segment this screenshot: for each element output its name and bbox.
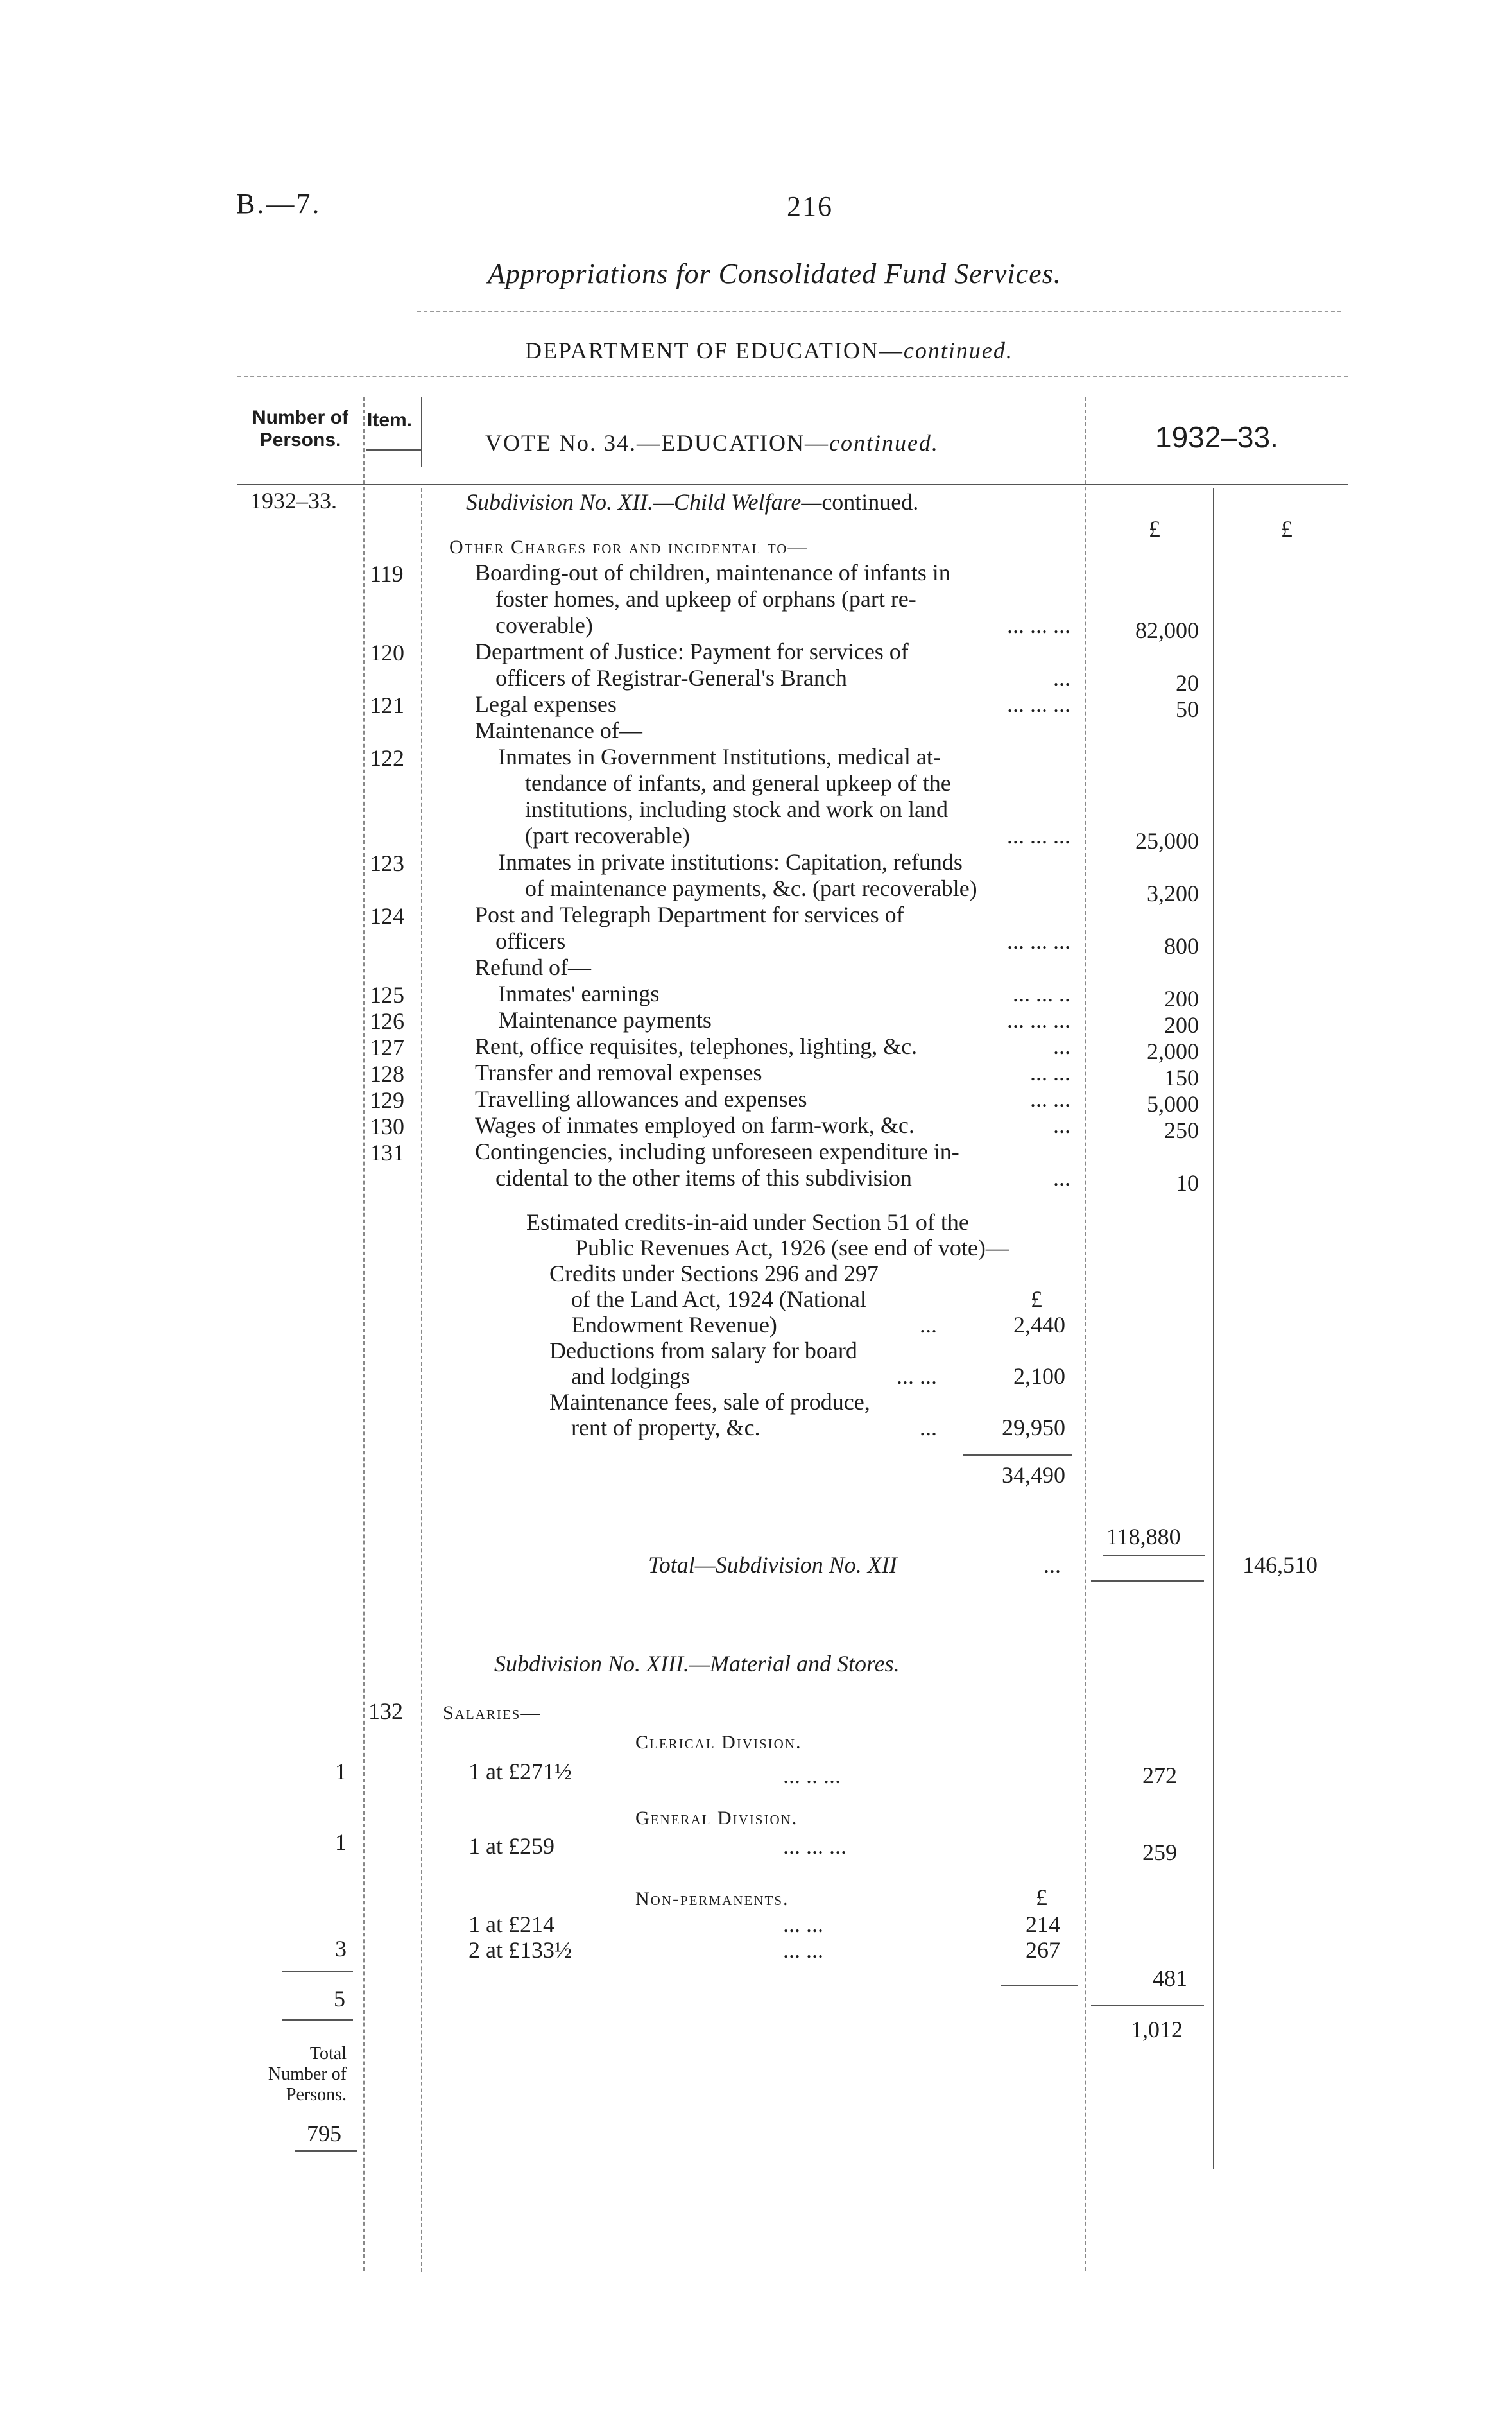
- table-top-rule: [237, 376, 1348, 377]
- credits-intro-line: Public Revenues Act, 1926 (see end of vote)—: [575, 1235, 1009, 1261]
- credits-total-rule: [963, 1454, 1072, 1456]
- item-number: 119: [370, 561, 404, 587]
- total-persons-rule: [295, 2150, 357, 2152]
- subdivision-12-total-col1: 118,880: [1106, 1524, 1181, 1549]
- year-heading: 1932–33.: [1155, 420, 1278, 454]
- item-number: 127: [370, 1035, 404, 1060]
- item-leader: ... ...: [1030, 1060, 1070, 1085]
- persons-column-heading: Number of Persons.: [252, 407, 348, 451]
- persons-sum-rule: [282, 1971, 353, 1972]
- item-leader: ... ... ...: [1007, 612, 1070, 638]
- salaries-heading: Salaries—: [443, 1702, 542, 1723]
- item-number: 122: [370, 745, 404, 771]
- table-header-rule: [237, 484, 1348, 485]
- non-permanents-total: 481: [1153, 1965, 1187, 1991]
- pound-sign-col1: £: [1149, 516, 1160, 542]
- credits-total: 34,490: [1002, 1462, 1065, 1488]
- item-description-line: Wages of inmates employed on farm-work, &c.: [475, 1112, 915, 1138]
- credit-amount: 29,950: [1002, 1415, 1065, 1440]
- col-rule-item-head: [421, 397, 422, 467]
- item-number: 129: [370, 1087, 404, 1113]
- total-under-rule: [1091, 1580, 1204, 1582]
- subdivision-12-total-col2: 146,510: [1242, 1552, 1318, 1578]
- credit-description-line: Deductions from salary for board: [549, 1338, 857, 1363]
- item-number: 121: [370, 693, 404, 718]
- credits-intro-line: Estimated credits-in-aid under Section 51 of the: [526, 1209, 969, 1235]
- item-leader: ...: [1053, 1112, 1070, 1138]
- item-amount: 150: [1164, 1065, 1199, 1091]
- item-leader: ...: [1053, 1165, 1070, 1191]
- clerical-persons: 1: [335, 1759, 347, 1784]
- item-amount: 800: [1164, 933, 1199, 959]
- non-permanent-amount: 214: [1026, 1911, 1060, 1937]
- persons-subtotal: 5: [334, 1986, 345, 2012]
- non-permanents-heading: Non-permanents.: [635, 1888, 789, 1910]
- total-persons-label-line: Number of: [268, 2064, 347, 2085]
- non-permanents-rule: [1001, 1985, 1078, 1986]
- non-permanent-leader: ... ...: [783, 1911, 823, 1937]
- item-leader: ... ... ...: [1007, 928, 1070, 954]
- item-number: 128: [370, 1061, 404, 1087]
- persons-year: 1932–33.: [250, 488, 337, 513]
- general-desc: 1 at £259: [468, 1833, 554, 1859]
- item-description-line: officers: [495, 928, 566, 954]
- item-description-line: Inmates in Government Institutions, medical at-: [498, 744, 941, 770]
- page-number: 216: [787, 191, 833, 222]
- item-amount: 200: [1164, 1012, 1199, 1038]
- item-description-line: tendance of infants, and general upkeep of the: [525, 770, 951, 796]
- clerical-amount: 272: [1142, 1763, 1177, 1788]
- clerical-leader: ... .. ...: [783, 1763, 841, 1788]
- non-permanent-desc: 2 at £133½: [468, 1937, 572, 1963]
- other-charges-heading: Other Charges for and incidental to—: [449, 537, 809, 558]
- credits-pound-sign: £: [1031, 1286, 1042, 1312]
- general-amount: 259: [1142, 1840, 1177, 1865]
- credit-leader: ...: [920, 1415, 937, 1440]
- col-rule-persons: [363, 397, 365, 2271]
- item-description-line: coverable): [495, 612, 593, 638]
- item-number: 124: [370, 903, 404, 929]
- report-reference: B.—7.: [236, 188, 322, 220]
- item-132: 132: [368, 1698, 403, 1724]
- item-description-line: Transfer and removal expenses: [475, 1060, 762, 1085]
- subdivision-12-total-label: Total—Subdivision No. XII: [648, 1552, 897, 1578]
- subdivision-12-total-leader: ...: [1044, 1552, 1061, 1578]
- general-persons: 1: [335, 1829, 347, 1855]
- item-column-heading: Item.: [367, 410, 413, 431]
- item-leader: ...: [1053, 665, 1070, 691]
- item-amount: 20: [1176, 670, 1199, 696]
- credit-description-line: Endowment Revenue): [571, 1312, 777, 1338]
- item-description-line: Maintenance payments: [498, 1007, 712, 1033]
- item-leader: ... ... ...: [1007, 1007, 1070, 1033]
- item-description-line: officers of Registrar-General's Branch: [495, 665, 847, 691]
- item-description-line: Inmates in private institutions: Capitation, refunds: [498, 849, 963, 875]
- credit-amount: 2,100: [1013, 1363, 1065, 1389]
- general-leader: ... ... ...: [783, 1833, 846, 1859]
- grand-total-rule: [1091, 2005, 1204, 2006]
- item-amount: 3,200: [1147, 881, 1199, 906]
- item-description-line: Refund of—: [475, 954, 591, 980]
- item-amount: 5,000: [1147, 1091, 1199, 1117]
- item-number: 130: [370, 1114, 404, 1139]
- item-description-line: Rent, office requisites, telephones, lighting, &c.: [475, 1033, 918, 1059]
- item-description-line: Post and Telegraph Department for services of: [475, 902, 904, 927]
- item-description-line: Boarding-out of children, maintenance of infants in: [475, 560, 950, 585]
- general-division-heading: General Division.: [635, 1807, 798, 1829]
- item-description-line: foster homes, and upkeep of orphans (part re-: [495, 586, 916, 612]
- persons-sum-rule-lower: [282, 2019, 353, 2021]
- item-description-line: Travelling allowances and expenses: [475, 1086, 807, 1112]
- credit-description-line: Credits under Sections 296 and 297: [549, 1261, 879, 1286]
- item-description-line: (part recoverable): [525, 823, 690, 849]
- subdivision-13-total: 1,012: [1131, 2017, 1183, 2042]
- item-leader: ... ... ..: [1013, 981, 1070, 1006]
- item-description-line: Legal expenses: [475, 691, 617, 717]
- credits-subtotal-rule: [1103, 1555, 1205, 1556]
- item-number: 126: [370, 1008, 404, 1034]
- item-amount: 25,000: [1135, 828, 1199, 854]
- page-title: Appropriations for Consolidated Fund Services.: [488, 258, 1061, 289]
- subdivision-13-title: Subdivision No. XIII.—Material and Stores.: [494, 1651, 900, 1677]
- total-persons-label: [244, 2044, 347, 2106]
- item-amount: 200: [1164, 986, 1199, 1012]
- col-rule-item: [421, 488, 422, 2272]
- non-permanent-amount: 267: [1026, 1937, 1060, 1963]
- item-amount: 82,000: [1135, 617, 1199, 643]
- item-description-line: Department of Justice: Payment for services of: [475, 639, 909, 664]
- total-persons-label-line: Total: [309, 2044, 347, 2064]
- item-description-line: cidental to the other items of this subdivision: [495, 1165, 912, 1191]
- item-description-line: of maintenance payments, &c. (part recoverable): [525, 875, 977, 901]
- item-number: 131: [370, 1140, 404, 1166]
- clerical-division-heading: Clerical Division.: [635, 1732, 802, 1753]
- item-description-line: Contingencies, including unforeseen expenditure in-: [475, 1139, 959, 1164]
- credit-amount: 2,440: [1013, 1312, 1065, 1338]
- item-description-line: institutions, including stock and work on land: [525, 797, 948, 822]
- department-heading: DEPARTMENT OF EDUCATION—continued.: [525, 338, 1013, 363]
- total-persons-value: 795: [307, 2121, 341, 2146]
- item-number: 120: [370, 640, 404, 666]
- item-amount: 50: [1176, 696, 1199, 722]
- credit-description-line: and lodgings: [571, 1363, 690, 1389]
- col-rule-amount1: [1085, 397, 1086, 2271]
- non-permanents-persons: 3: [335, 1936, 347, 1962]
- item-number: 123: [370, 850, 404, 876]
- item-head-rule: [366, 449, 421, 451]
- credit-description-line: rent of property, &c.: [571, 1415, 760, 1440]
- vote-heading: VOTE No. 34.—EDUCATION—continued.: [485, 430, 939, 456]
- non-permanent-leader: ... ...: [783, 1937, 823, 1963]
- item-description-line: Maintenance of—: [475, 718, 642, 743]
- item-amount: 250: [1164, 1117, 1199, 1143]
- clerical-desc: 1 at £271½: [468, 1759, 572, 1784]
- item-amount: 10: [1176, 1170, 1199, 1196]
- credit-leader: ... ...: [897, 1363, 937, 1389]
- title-rule: [417, 311, 1341, 312]
- item-description-line: Inmates' earnings: [498, 981, 660, 1006]
- total-persons-label-line: Persons.: [286, 2085, 347, 2105]
- credit-description-line: Maintenance fees, sale of produce,: [549, 1389, 870, 1415]
- item-leader: ...: [1053, 1033, 1070, 1059]
- credit-description-line: of the Land Act, 1924 (National: [571, 1286, 866, 1312]
- pound-sign-col2: £: [1281, 516, 1293, 542]
- subdivision-12-title: Subdivision No. XII.—Child Welfare—continued.: [466, 489, 919, 515]
- item-number: 125: [370, 982, 404, 1008]
- item-amount: 2,000: [1147, 1039, 1199, 1064]
- col-rule-amount2: [1213, 488, 1214, 2169]
- item-leader: ... ...: [1030, 1086, 1070, 1112]
- item-leader: ... ... ...: [1007, 823, 1070, 849]
- non-permanents-pound: £: [1036, 1884, 1047, 1910]
- non-permanent-desc: 1 at £214: [468, 1911, 554, 1937]
- credit-leader: ...: [920, 1312, 937, 1338]
- item-leader: ... ... ...: [1007, 691, 1070, 717]
